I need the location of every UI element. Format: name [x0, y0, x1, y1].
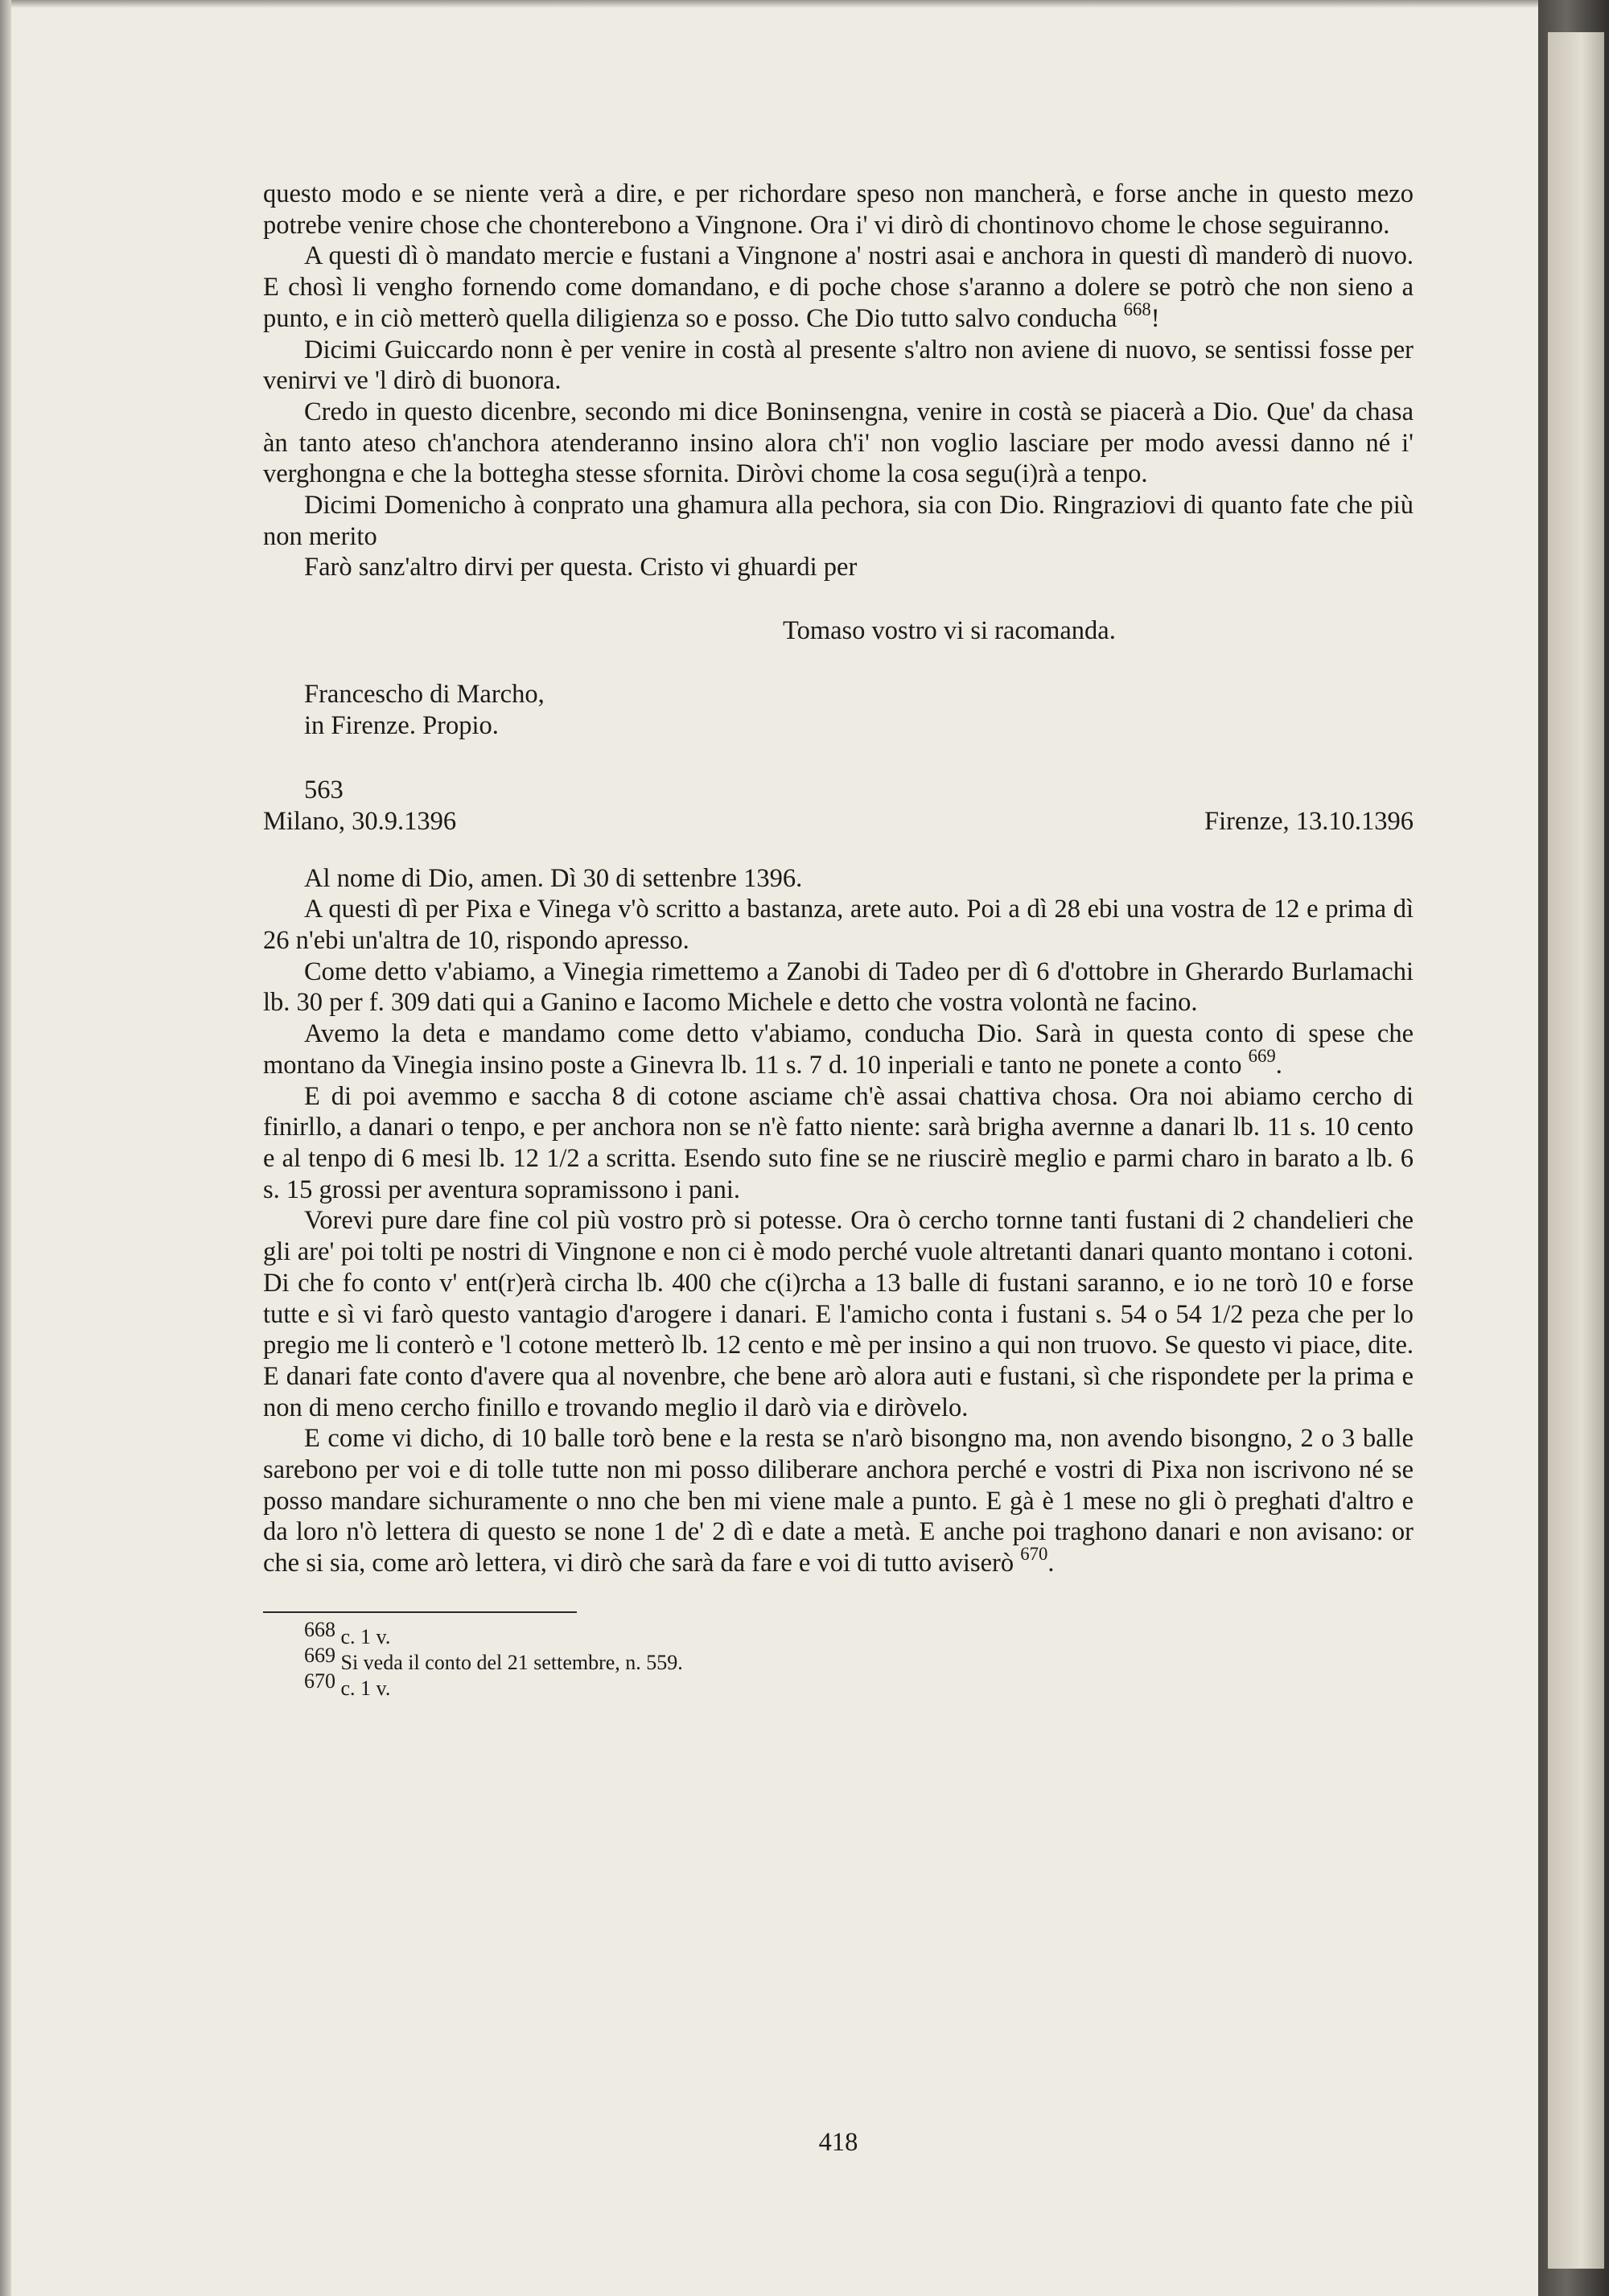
paragraph: Come detto v'abiamo, a Vinegia rimettemo a Zanobi di Tadeo per dì 6 d'ottobre in Gherardo Burlamachi lb. 30 per f. 309 dati qui a Ganino e Iacomo Michele e detto che vostra volontà ne facino. — [263, 957, 1414, 1018]
paragraph: questo modo e se niente verà a dire, e per richordare speso non mancherà, e forse anche in questo mezo potrebe venire chose che chonterebono a Vingnone. Ora i' vi dirò di chontinovo chome le chose seguiranno. — [263, 179, 1414, 240]
footnote — [263, 1643, 1414, 1676]
dateline-origin: Milano, 30.9.1396 — [263, 806, 457, 836]
punctuation: ! — [1150, 303, 1160, 333]
adjacent-page-edge — [1548, 32, 1604, 2269]
signature: Tomaso vostro vi si racomanda. — [783, 616, 1116, 646]
paragraph-text: A questi dì ò mandato mercie e fustani a Vingnone a' nostri asai e anchora in questi dì manderò di nuovo. E chosì li vengho fornendo come domandano, e di poche chose s'aranno a dolere se potrò che non sieno a punto, e in ciò metterò quella diligienza so e posso. Che Dio tutto salvo conducha — [263, 241, 1414, 333]
page-number: 418 — [818, 2128, 858, 2157]
footnote-ref: 669 — [1248, 1045, 1276, 1066]
footnote — [263, 1669, 1414, 1701]
paragraph — [263, 241, 1414, 334]
page-gutter — [0, 0, 11, 2296]
document-number: 563 — [304, 776, 344, 805]
footnote-text: c. 1 v. — [340, 1676, 391, 1700]
address-line: in Firenze. Propio. — [304, 710, 499, 740]
dateline — [263, 806, 1414, 837]
footnote-number: 669 — [304, 1643, 335, 1667]
footnote — [263, 1617, 1414, 1650]
paragraph: Credo in questo dicenbre, secondo mi dice Boninsengna, venire in costà se piacerà a Dio. Que' da chasa àn tanto ateso ch'anchora atenderanno insino alora ch'i' non voglio lasciare per modo avessi danno né i' verghongna e che la bottegha stesse sfornita. Diròvi chome la cosa segu(i)rà a tenpo. — [263, 397, 1414, 489]
punctuation: . — [1275, 1050, 1282, 1080]
paragraph: Dicimi Guiccardo nonn è per venire in costà al presente s'altro non aviene di nuovo, se sentissi fosse per venirvi ve 'l dirò di buonora. — [263, 335, 1414, 396]
address-line: Francescho di Marcho, — [304, 679, 545, 709]
page-content — [263, 179, 1414, 2157]
footnote-text: Si veda il conto del 21 settembre, n. 559. — [340, 1650, 683, 1674]
punctuation: . — [1047, 1549, 1055, 1578]
dateline-destination: Firenze, 13.10.1396 — [1204, 806, 1414, 836]
footnote-number: 668 — [304, 1617, 335, 1641]
paragraph: Dicimi Domenicho à conprato una ghamura alla pechora, sia con Dio. Ringraziovi di quanto fate che più non merito — [263, 491, 1414, 551]
book-edge — [1538, 0, 1609, 2296]
paragraph — [263, 1018, 1414, 1080]
invocation: Al nome di Dio, amen. Dì 30 di settenbre 1396. — [304, 863, 803, 893]
paragraph — [263, 1423, 1414, 1579]
page-top-shadow — [11, 0, 1538, 8]
paragraph-text: E come vi dicho, di 10 balle torò bene e la resta se n'arò bisongno ma, non avendo bisongno, 2 o 3 balle sarebono per voi e di tolle tutte non mi posso diliberare anchora perché e vostri di Pixa non iscrivono né se posso mandare sichuramente o nno che ben mi viene male a punto. E gà è 1 mese no gli ò preghati d'altro e da loro n'ò lettera di questo se none 1 de' 2 dì e date a metà. E anche poi traghono danari e non avisano: or che si sia, come arò lettera, vi dirò che sarà da fare e voi di tutto aviserò — [263, 1424, 1414, 1578]
paragraph: Vorevi pure dare fine col più vostro prò si potesse. Ora ò cercho tornne tanti fustani di 2 chandelieri che gli are' poi tolti pe nostri di Vingnone e non ci è modo perché vuole altretanti danari quanto montano i cotoni. Di che fo conto v' ent(r)erà circha lb. 400 che c(i)rcha a 13 balle di fustani saranno, e io ne torò 10 e forse tutte e sì vi farò questo vantagio d'arogere i danari. E l'amicho conta i fustani s. 54 o 54 1/2 peza che per lo pregio me li conterò e 'l cotone metterò lb. 12 cento e mè per insino a qui non truovo. Se questo vi piace, dite. E danari fate conto d'avere qua al novenbre, che bene arò alora auti e fustani, sì che rispondete per la prima e non di meno cercho finillo e trovando meglio il darò via e diròvelo. — [263, 1206, 1414, 1422]
footnote-text: c. 1 v. — [340, 1624, 391, 1648]
paragraph: A questi dì per Pixa e Vinega v'ò scritto a bastanza, arete auto. Poi a dì 28 ebi una vostra de 12 e prima dì 26 n'ebi un'altra de 10, rispondo apresso. — [263, 895, 1414, 956]
paragraph: E di poi avemmo e saccha 8 di cotone asciame ch'è assai chattiva chosa. Ora noi abiamo cercho di finirllo, a danari o tenpo, e per anchora non se n'è fatto niente: sarà brigha avernne a danari lb. 11 s. 10 cento e al tenpo di 6 mesi lb. 12 1/2 a scritta. Esendo suto fine se ne riuscirè meglio e parmi charo in barato a lb. 6 s. 15 grossi per aventura sopramissono i pani. — [263, 1081, 1414, 1204]
paragraph-text: Avemo la deta e mandamo come detto v'abiamo, conducha Dio. Sarà in questa conto di spese che montano da Vinegia insino poste a Ginevra lb. 11 s. 7 d. 10 inperiali e tanto ne ponete a conto — [263, 1019, 1414, 1080]
paragraph: Farò sanz'altro dirvi per questa. Cristo vi ghuardi per — [304, 553, 858, 582]
footnote-ref: 670 — [1020, 1544, 1048, 1565]
footnote-number: 670 — [304, 1669, 335, 1693]
footnote-ref: 668 — [1123, 298, 1151, 319]
